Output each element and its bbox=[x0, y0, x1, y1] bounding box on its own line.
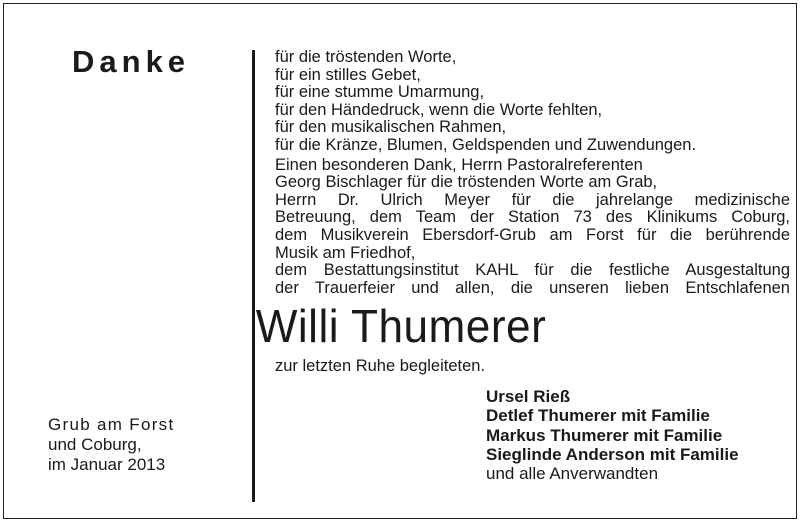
thanks-line: für die Kränze, Blumen, Geldspenden und Zuwendungen. bbox=[275, 135, 697, 154]
signer-name: Detlef Thumerer mit Familie bbox=[486, 406, 710, 426]
signer-name: Markus Thumerer mit Familie bbox=[486, 425, 723, 445]
thanks-line: für ein stilles Gebet, bbox=[275, 65, 421, 84]
special-thanks-line: dem Bestattungsinstitut KAHL für die festliche Ausgestaltung bbox=[275, 261, 790, 280]
place-and-date bbox=[48, 415, 174, 475]
place-line: Grub am Forst bbox=[48, 415, 175, 434]
notice-heading: Danke bbox=[72, 44, 191, 79]
closing-line: zur letzten Ruhe begleiteten. bbox=[275, 357, 486, 375]
thanks-line: für eine stumme Umarmung, bbox=[275, 83, 485, 102]
special-thanks-line: Betreuung, dem Team der Station 73 des Klinikums Coburg, bbox=[275, 208, 790, 227]
signers-footer: und alle Anverwandten bbox=[486, 464, 659, 484]
date-line: im Januar 2013 bbox=[48, 455, 166, 474]
thanks-text bbox=[275, 49, 790, 297]
place-line: und Coburg, bbox=[48, 435, 142, 454]
signers-block bbox=[486, 387, 739, 483]
thanks-line: für den musikalischen Rahmen, bbox=[275, 118, 507, 137]
thanks-line: für die tröstenden Worte, bbox=[275, 48, 457, 66]
special-thanks-line: Georg Bischlager für die tröstenden Worte am Grab, bbox=[275, 173, 658, 192]
thanks-line: für den Händedruck, wenn die Worte fehlten, bbox=[275, 100, 603, 119]
special-thanks-line: der Trauerfeier und allen, die unseren lieben Entschlafenen bbox=[275, 278, 790, 297]
special-thanks-line: Einen besonderen Dank, Herrn Pastoralreferenten bbox=[275, 155, 643, 174]
vertical-divider bbox=[252, 50, 255, 502]
special-thanks-line: Musik am Friedhof, bbox=[275, 243, 416, 262]
special-thanks-line: Herrn Dr. Ulrich Meyer für die jahrelange medizinische bbox=[275, 190, 790, 209]
deceased-name: Willi Thumerer bbox=[255, 300, 547, 352]
signer-name: Ursel Rieß bbox=[486, 387, 571, 406]
obituary-notice bbox=[3, 3, 797, 519]
signer-name: Sieglinde Anderson mit Familie bbox=[486, 444, 739, 464]
special-thanks-line: dem Musikverein Ebersdorf-Grub am Forst für die berührende bbox=[275, 225, 790, 244]
